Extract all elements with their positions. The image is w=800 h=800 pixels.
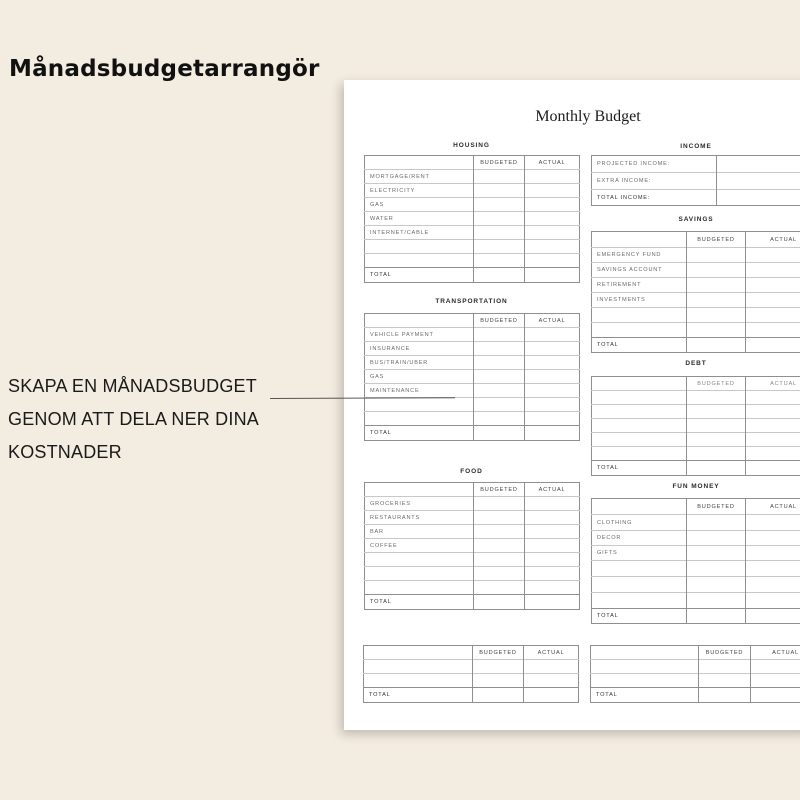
table-row — [365, 328, 580, 342]
row-label: INTERNET/CABLE — [365, 226, 474, 240]
row-label: VEHICLE PAYMENT — [365, 328, 474, 342]
row-label: GROCERIES — [365, 497, 474, 511]
debt-table — [591, 376, 800, 476]
table-row — [365, 581, 580, 595]
budgeted-header: BUDGETED — [687, 499, 746, 515]
table-row — [592, 263, 800, 278]
table-row — [365, 254, 580, 268]
row-label: TOTAL INCOME: — [592, 190, 717, 206]
row-label: GIFTS — [592, 546, 687, 561]
actual-header: ACTUAL — [746, 499, 800, 515]
row-label: COFFEE — [365, 539, 474, 553]
housing-table — [364, 155, 580, 283]
table-row — [365, 567, 580, 581]
table-row — [592, 405, 800, 419]
budgeted-header: BUDGETED — [699, 646, 751, 660]
table-row — [592, 546, 800, 561]
transportation-table — [364, 313, 580, 441]
food-title: FOOD — [460, 468, 483, 475]
caption-line: KOSTNADER — [8, 442, 122, 462]
row-label: GAS — [365, 198, 474, 212]
budgeted-header: BUDGETED — [474, 156, 525, 170]
table-row — [592, 190, 800, 206]
total-row — [364, 688, 579, 703]
row-label: EMERGENCY FUND — [592, 248, 687, 263]
table-row — [364, 674, 579, 688]
table-row — [365, 553, 580, 567]
sheet-title: Monthly Budget — [535, 108, 641, 125]
budgeted-header: BUDGETED — [687, 232, 746, 248]
table-row — [365, 198, 580, 212]
total-label: TOTAL — [365, 268, 474, 283]
caption — [8, 370, 308, 469]
budgeted-header: BUDGETED — [474, 314, 525, 328]
extra-table-right — [590, 645, 800, 703]
total-row — [365, 426, 580, 441]
table-row — [365, 497, 580, 511]
table-row — [364, 660, 579, 674]
caption-line: SKAPA EN MÅNADSBUDGET — [8, 376, 257, 396]
total-label: TOTAL — [365, 426, 474, 441]
extra-table-left — [363, 645, 579, 703]
table-row — [365, 525, 580, 539]
row-label: RESTAURANTS — [365, 511, 474, 525]
table-row — [365, 539, 580, 553]
table-row — [592, 278, 800, 293]
table-row — [592, 156, 800, 173]
table-row — [592, 433, 800, 447]
actual-header: ACTUAL — [524, 646, 579, 660]
income-table — [591, 155, 800, 206]
table-row — [591, 674, 800, 688]
table-row — [592, 561, 800, 577]
budgeted-header: BUDGETED — [474, 483, 525, 497]
budget-sheet — [344, 80, 800, 730]
table-row — [592, 391, 800, 405]
row-label: GAS — [365, 370, 474, 384]
table-row — [365, 356, 580, 370]
table-row — [592, 593, 800, 609]
total-label: TOTAL — [364, 688, 473, 703]
table-row — [592, 531, 800, 546]
income-title: INCOME — [680, 143, 712, 150]
total-label: TOTAL — [591, 688, 699, 703]
row-label: DECOR — [592, 531, 687, 546]
total-row — [592, 609, 800, 624]
row-label: BAR — [365, 525, 474, 539]
transportation-title: TRANSPORTATION — [435, 298, 508, 305]
table-row — [365, 398, 580, 412]
total-row — [592, 461, 800, 476]
table-row — [365, 511, 580, 525]
table-row — [365, 384, 580, 398]
row-label: PROJECTED INCOME: — [597, 161, 670, 167]
header-cell — [365, 156, 474, 170]
food-table — [364, 482, 580, 610]
table-row — [365, 412, 580, 426]
table-row — [592, 173, 800, 190]
table-row — [365, 212, 580, 226]
total-row — [591, 688, 800, 703]
table-row — [365, 170, 580, 184]
caption-line: GENOM ATT DELA NER DINA — [8, 409, 259, 429]
actual-header: ACTUAL — [525, 483, 580, 497]
actual-header: ACTUAL — [525, 156, 580, 170]
actual-header: ACTUAL — [746, 232, 800, 248]
total-label: TOTAL — [365, 595, 474, 610]
row-label: WATER — [365, 212, 474, 226]
row-label: EXTRA INCOME: — [592, 173, 717, 190]
row-label: INVESTMENTS — [592, 293, 687, 308]
row-label: RETIREMENT — [592, 278, 687, 293]
budgeted-header: BUDGETED — [473, 646, 524, 660]
total-row — [592, 338, 800, 353]
table-row — [365, 184, 580, 198]
total-row — [365, 268, 580, 283]
debt-title: DEBT — [685, 360, 707, 367]
row-label: MORTGAGE/RENT — [365, 170, 474, 184]
row-label: INSURANCE — [365, 342, 474, 356]
row-label: BUS/TRAIN/UBER — [365, 356, 474, 370]
row-label: SAVINGS ACCOUNT — [592, 263, 687, 278]
table-row — [592, 515, 800, 531]
savings-title: SAVINGS — [678, 216, 714, 223]
budgeted-header: BUDGETED — [687, 377, 746, 391]
table-row — [592, 323, 800, 338]
table-row — [365, 342, 580, 356]
table-row — [592, 447, 800, 461]
row-label: ELECTRICITY — [365, 184, 474, 198]
fun-money-title: FUN MONEY — [672, 483, 720, 490]
actual-header: ACTUAL — [746, 377, 800, 391]
row-label: CLOTHING — [592, 515, 687, 531]
savings-table — [591, 231, 800, 353]
table-row — [365, 226, 580, 240]
total-label: TOTAL — [592, 609, 687, 624]
row-label: MAINTENANCE — [365, 384, 474, 398]
actual-header: ACTUAL — [751, 646, 800, 660]
table-row — [592, 293, 800, 308]
housing-title: HOUSING — [453, 142, 490, 149]
table-row — [365, 370, 580, 384]
total-label: TOTAL — [592, 338, 687, 353]
fun-money-table — [591, 498, 800, 624]
table-row — [592, 419, 800, 433]
table-row — [365, 240, 580, 254]
total-row — [365, 595, 580, 610]
table-row — [592, 577, 800, 593]
headline: Månadsbudgetarrangör — [9, 56, 320, 82]
table-row — [592, 308, 800, 323]
total-label: TOTAL — [592, 461, 687, 476]
actual-header: ACTUAL — [525, 314, 580, 328]
table-row — [591, 660, 800, 674]
table-row — [592, 248, 800, 263]
